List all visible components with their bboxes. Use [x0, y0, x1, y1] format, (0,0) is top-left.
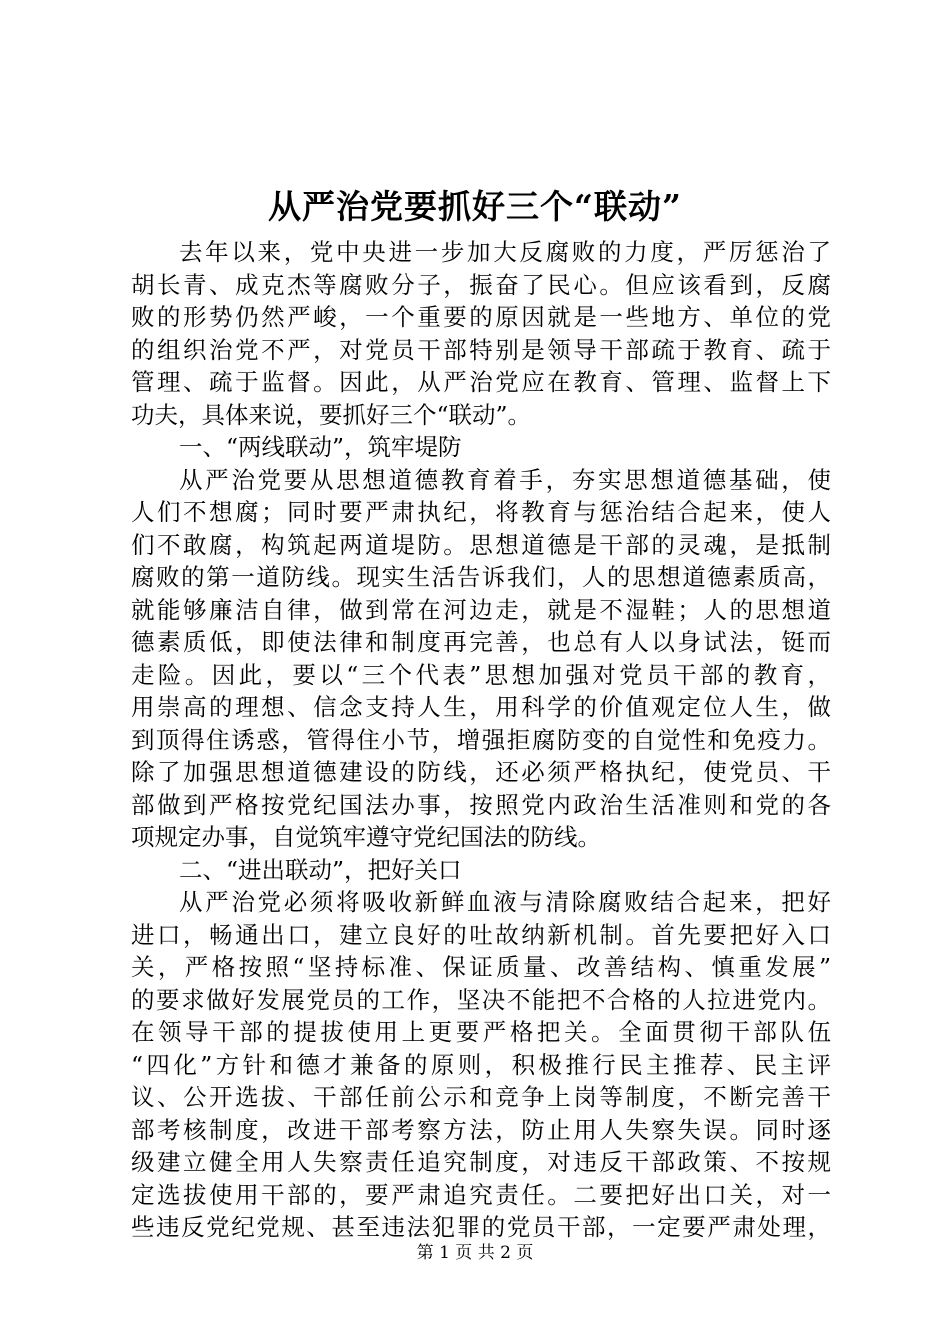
text-line: 一、“两线联动”，筑牢堤防	[179, 433, 462, 461]
text-line: 德素质低，即使法律和制度再完善，也总有人以身试法，铤而	[131, 628, 831, 656]
text-line: 人们不想腐；同时要严肃执纪，将教育与惩治结合起来，使人	[131, 498, 831, 526]
text-line: 从严治党要从思想道德教育着手，夯实思想道德基础，使	[179, 465, 831, 494]
text-line: 从严治党必须将吸收新鲜血液与清除腐败结合起来，把好	[179, 888, 831, 916]
text-line: 部做到严格按党纪国法办事，按照党内政治生活准则和党的各	[131, 790, 831, 819]
text-line: “四化”方针和德才兼备的原则，积极推行民主推荐、民主评	[131, 1050, 831, 1079]
text-line: 就能够廉洁自律，做到常在河边走，就是不湿鞋；人的思想道	[131, 595, 831, 624]
text-line: 走险。因此，要以“三个代表”思想加强对党员干部的教育，	[131, 660, 831, 689]
text-line: 议、公开选拔、干部任前公示和竞争上岗等制度，不断完善干	[131, 1083, 831, 1111]
text-line: 进口，畅通出口，建立良好的吐故纳新机制。首先要把好入口	[131, 920, 831, 949]
text-line: 到顶得住诱惑，管得住小节，增强拒腐防变的自觉性和免疫力。	[131, 725, 831, 754]
page-footer: 第 1 页 共 2 页	[416, 1243, 534, 1263]
text-line: 用崇高的理想、信念支持人生，用科学的价值观定位人生，做	[131, 693, 831, 721]
text-line: 功夫，具体来说，要抓好三个“联动”。	[131, 400, 532, 429]
text-line: 除了加强思想道德建设的防线，还必须严格执纪，使党员、干	[131, 758, 831, 786]
text-line: 部考核制度，改进干部考察方法，防止用人失察失误。同时逐	[131, 1115, 831, 1144]
text-line: 在领导干部的提拔使用上更要严格把关。全面贯彻干部队伍	[131, 1018, 831, 1046]
text-line: 们不敢腐，构筑起两道堤防。思想道德是干部的灵魂，是抵制	[131, 530, 831, 559]
text-line: 的组织治党不严，对党员干部特别是领导干部疏于教育、疏于	[131, 335, 831, 364]
text-line: 败的形势仍然严峻，一个重要的原因就是一些地方、单位的党	[131, 303, 831, 331]
document-body	[131, 236, 831, 1244]
text-line: 定选拔使用干部的，要严肃追究责任。二要把好出口关，对一	[131, 1180, 831, 1209]
text-line: 腐败的第一道防线。现实生活告诉我们，人的思想道德素质高，	[131, 563, 831, 591]
text-line: 项规定办事，自觉筑牢遵守党纪国法的防线。	[131, 823, 601, 851]
text-line: 胡长青、成克杰等腐败分子，振奋了民心。但应该看到，反腐	[131, 270, 831, 299]
text-line: 关，严格按照“坚持标准、保证质量、改善结构、慎重发展”	[131, 953, 831, 981]
text-line: 的要求做好发展党员的工作，坚决不能把不合格的人拉进党内。	[131, 985, 831, 1014]
text-line: 管理、疏于监督。因此，从严治党应在教育、管理、监督上下	[131, 368, 831, 396]
text-line: 去年以来，党中央进一步加大反腐败的力度，严厉惩治了	[179, 238, 831, 266]
document-title: 从严治党要抓好三个“联动”	[268, 187, 682, 226]
text-line: 级建立健全用人失察责任追究制度，对违反干部政策、不按规	[131, 1148, 831, 1176]
text-line: 些违反党纪党规、甚至违法犯罪的党员干部，一定要严肃处理，	[131, 1213, 831, 1241]
text-line: 二、“进出联动”，把好关口	[179, 855, 462, 884]
